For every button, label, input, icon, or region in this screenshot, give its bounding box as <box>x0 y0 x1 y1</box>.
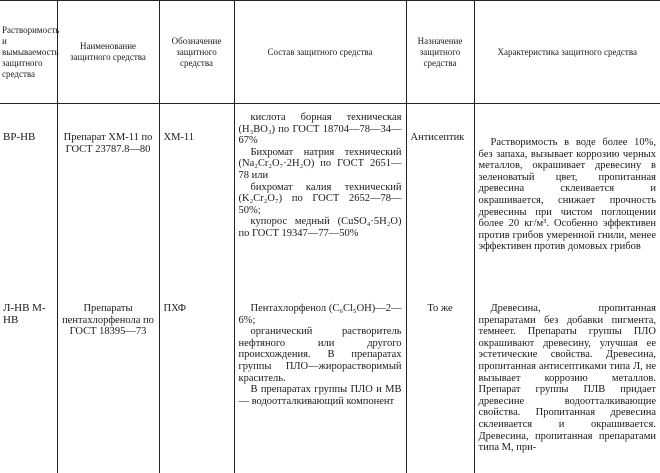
header-designation: Обозначение защитного средства <box>159 1 234 104</box>
row-code: ВР-НВ <box>3 131 36 143</box>
row-designation: ХМ-11 <box>159 104 234 290</box>
composition-line: кислота борная техническая (H₃BO₃) по ГОСТ 18704—78—34—67% <box>238 112 402 147</box>
composition-line: В препаратах группы ПЛО и МВ — водоотталкивающий компонент <box>238 384 402 407</box>
table-row <box>0 104 660 290</box>
header-characteristic: Характеристика защитного средства <box>474 1 660 104</box>
row-code: Л-НВ М-НВ <box>3 302 46 326</box>
header-purpose: Назначение защитного средства <box>406 1 474 104</box>
row-name: Препарат ХМ-11 по ГОСТ 23787.8—80 <box>57 104 159 290</box>
row-purpose: То же <box>406 289 474 473</box>
row-designation: ПХФ <box>159 289 234 473</box>
composition-line: купорос медный (CuSO₄·5H₂O) по ГОСТ 19347—77—50% <box>238 216 402 239</box>
row-purpose: Антисептик <box>406 104 474 290</box>
row-composition <box>234 104 406 290</box>
composition-line: Бихромат натрия технический (Na₂Cr₂O₇·2H₂O) по ГОСТ 2651—78 или <box>238 146 402 181</box>
table-header-row <box>0 1 660 104</box>
row-name: Препараты пентахлорфенола по ГОСТ 18395—73 <box>57 289 159 473</box>
row-composition <box>234 289 406 473</box>
header-composition: Состав защитного средства <box>234 1 406 104</box>
row-characteristic: Древесина, пропитанная препаратами без добавки пигмента, темнеет. Препараты группы ПЛО окрашивают древесину, улучшая ее эстетические свойства. Древесина, пропитанная антисептиками типа Л, не вызывает коррозию металлов. Препарат группы ПЛВ придает древесине водоотталкивающие свойства. Пропитанная древесина склеивается и окрашивается. Древесина, пропитанная препаратами типа М, при- <box>474 289 660 473</box>
composition-line: органический растворитель нефтяного или другого происхождения. В препаратах группы ПЛО—жирорастворимый краситель. <box>238 326 402 384</box>
composition-line: бихромат калия технический (K₂Cr₂O₇) по ГОСТ 2652—78—50%; <box>238 181 402 216</box>
row-characteristic: Растворимость в воде более 10%, без запаха, вызывает коррозию черных металлов, окрашивает древесину в зеленоватый цвет, пропитанная древесина склеивается и окрашивается, снижает прочность древесины при чистом поглощении более 20 кг/м³. Особенно эффективен против грибов умеренной гнили, менее эффективен против домовых грибов <box>474 104 660 290</box>
composition-line: Пентахлорфенол (C₆Cl₅OH)—2—6%; <box>238 303 402 326</box>
header-solubility: Растворимость и вымываемость защитного средства <box>0 1 57 104</box>
header-name: Наименование защитного средства <box>57 1 159 104</box>
table-row <box>0 289 660 473</box>
